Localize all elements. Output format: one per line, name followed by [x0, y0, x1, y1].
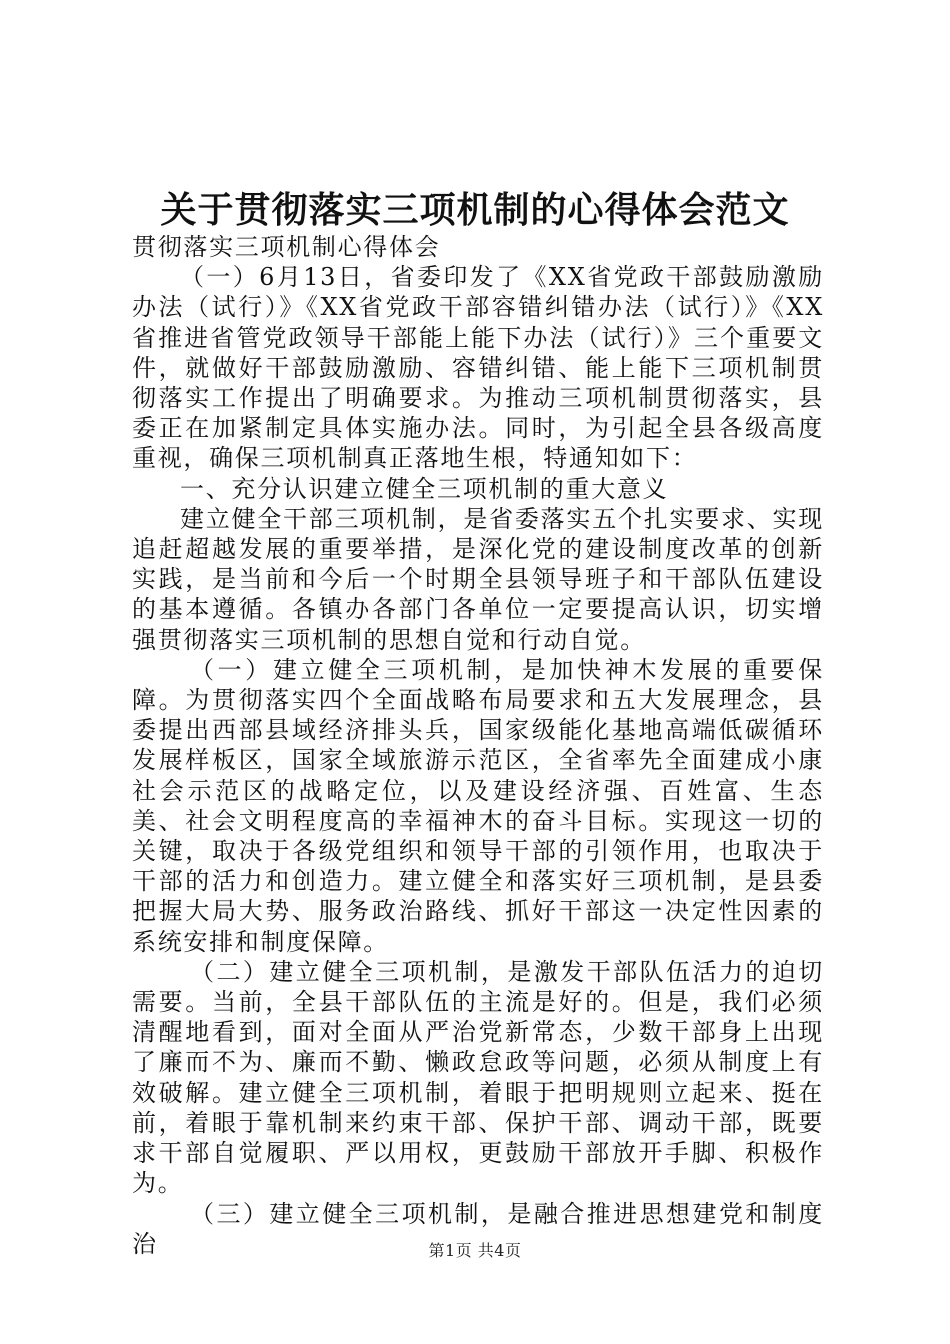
- paragraph: （三）建立健全三项机制，是融合推进思想建党和制度治: [132, 1199, 824, 1258]
- paragraph: （一）建立健全三项机制，是加快神木发展的重要保障。为贯彻落实四个全面战略布局要求和五大发展理念，县委提出西部县域经济排头兵，国家级能化基地高端低碳循环发展样板区，国家全域旅游示范区，全省率先全面建成小康社会示范区的战略定位，以及建设经济强、百姓富、生态美、社会文明程度高的幸福神木的奋斗目标。实现这一切的关键，取决于各级党组织和领导干部的引领作用，也取决于干部的活力和创造力。建立健全和落实好三项机制，是县委把握大局大势、服务政治路线、抓好干部这一决定性因素的系统安排和制度保障。: [132, 655, 824, 956]
- paragraph: （二）建立健全三项机制，是激发干部队伍活力的迫切需要。当前，全县干部队伍的主流是好的。但是，我们必须清醒地看到，面对全面从严治党新常态，少数干部身上出现了廉而不为、廉而不勤、懒政怠政等问题，必须从制度上有效破解。建立健全三项机制，着眼于把明规则立起来、挺在前，着眼于靠机制来约束干部、保护干部、调动干部，既要求干部自觉履职、严以用权，更鼓励干部放开手脚、积极作为。: [132, 957, 824, 1198]
- document-subtitle: 贯彻落实三项机制心得体会: [132, 233, 441, 261]
- paragraph: （一）6月13日，省委印发了《XX省党政干部鼓励激励办法（试行）》《XX省党政干部容错纠错办法（试行）》《XX省推进省管党政领导干部能上能下办法（试行）》三个重要文件，就做好干部鼓励激励、容错纠错、能上能下三项机制贯彻落实工作提出了明确要求。为推动三项机制贯彻落实，县委正在加紧制定具体实施办法。同时，为引起全县各级高度重视，确保三项机制真正落地生根，特通知如下：: [132, 263, 824, 473]
- section-heading: 一、充分认识建立健全三项机制的重大意义: [180, 474, 669, 503]
- paragraph: 建立健全干部三项机制，是省委落实五个扎实要求、实现追赶超越发展的重要举措，是深化党的建设制度改革的创新实践，是当前和今后一个时期全县领导班子和干部队伍建设的基本遵循。各镇办各部门各单位一定要提高认识，切实增强贯彻落实三项机制的思想自觉和行动自觉。: [132, 504, 824, 654]
- document-body: [132, 232, 824, 1259]
- page-number-footer: 第1页 共4页: [428, 1241, 522, 1260]
- document-title: 关于贯彻落实三项机制的心得体会范文: [160, 189, 790, 231]
